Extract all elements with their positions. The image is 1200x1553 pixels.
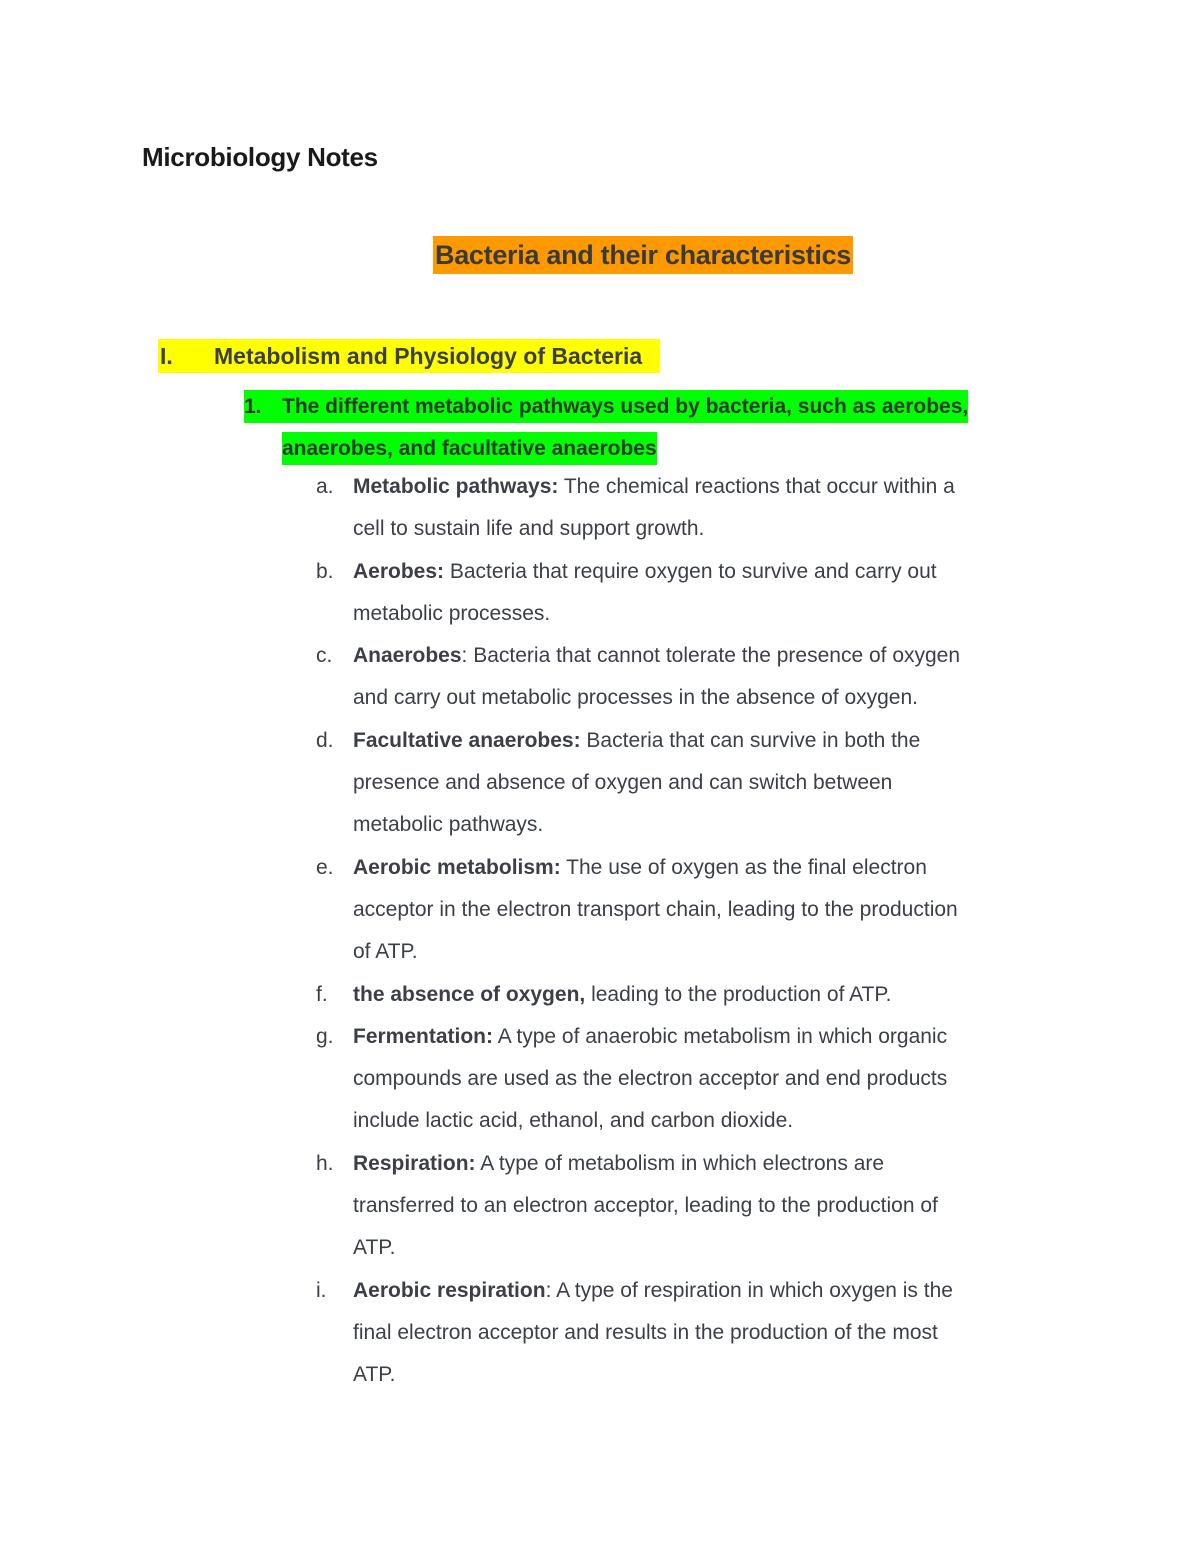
roman-numeral-marker: I. [160,343,173,369]
roman-numeral-heading [158,339,660,373]
item-letter: b. [316,559,334,583]
item-description-line: A type of metabolism in which electrons are [475,1151,885,1175]
item-description-line: presence and absence of oxygen and can switch between [353,771,893,795]
item-description-line: : A type of respiration in which oxygen is the [545,1278,953,1302]
item-description-line: acceptor in the electron transport chain, leading to the production [353,897,958,921]
item-description-line: metabolic pathways. [353,813,544,837]
item-term: Facultative anaerobes: [353,728,581,752]
page-title: Microbiology Notes [142,142,378,172]
section-heading-container [0,236,1200,274]
definition-item [314,1143,1054,1270]
section-heading: Bacteria and their characteristics [433,236,853,274]
item-description-line: metabolic processes. [353,601,551,625]
item-letter: i. [316,1278,327,1302]
item-term: the absence of oxygen, [353,982,586,1006]
numbered-subheading [244,386,1014,470]
definition-item [314,720,1054,847]
item-description-line: A type of anaerobic metabolism in which organic [493,1024,948,1048]
definition-item [314,551,1054,636]
numbered-marker: 1. [244,395,262,418]
item-term: Fermentation: [353,1024,494,1048]
item-description-line: of ATP. [353,940,418,964]
item-description-line: and carry out metabolic processes in the absence of oxygen. [353,686,918,710]
item-term: Anaerobes [353,644,462,668]
item-description-line: ATP. [353,1363,396,1387]
item-letter: g. [316,1024,334,1048]
definition-item [314,635,1054,720]
definition-item [314,847,1054,974]
item-term: Respiration: [353,1151,476,1175]
item-description-line: Bacteria that can survive in both the [580,728,921,752]
item-description-line: include lactic acid, ethanol, and carbon dioxide. [353,1109,794,1133]
numbered-heading-line-1: The different metabolic pathways used by bacteria, such as aerobes, [282,395,969,418]
item-description-line: cell to sustain life and support growth. [353,517,705,541]
item-letter: e. [316,855,334,879]
item-letter: d. [316,728,334,752]
item-description-line: The use of oxygen as the final electron [560,855,927,879]
item-letter: c. [316,644,333,668]
item-description-line: ATP. [353,1236,396,1260]
item-letter: f. [316,982,328,1006]
item-description-line: Bacteria that require oxygen to survive and carry out [444,559,937,583]
item-description-line: leading to the production of ATP. [585,982,892,1006]
item-description-line: compounds are used as the electron acceptor and end products [353,1067,948,1091]
item-letter: a. [316,475,334,498]
item-term: Aerobes: [353,559,445,583]
item-term: Aerobic metabolism: [353,855,561,879]
item-description-line: : Bacteria that cannot tolerate the presence of oxygen [461,644,961,668]
item-term: Metabolic pathways: [353,475,559,498]
item-term: Aerobic respiration [353,1278,546,1302]
item-description-line: transferred to an electron acceptor, leading to the production of [353,1194,938,1218]
definition-item [314,1270,1054,1397]
definition-item [314,974,1054,1016]
item-description-line: The chemical reactions that occur within a [558,475,955,498]
definition-item [314,1016,1054,1143]
item-letter: h. [316,1151,334,1175]
item-description-line: final electron acceptor and results in the production of the most [353,1320,938,1344]
definition-item [314,466,1054,551]
definition-list [314,466,1054,1397]
roman-heading-text: Metabolism and Physiology of Bacteria [214,343,643,369]
numbered-heading-line-2: anaerobes, and facultative anaerobes [282,432,657,465]
